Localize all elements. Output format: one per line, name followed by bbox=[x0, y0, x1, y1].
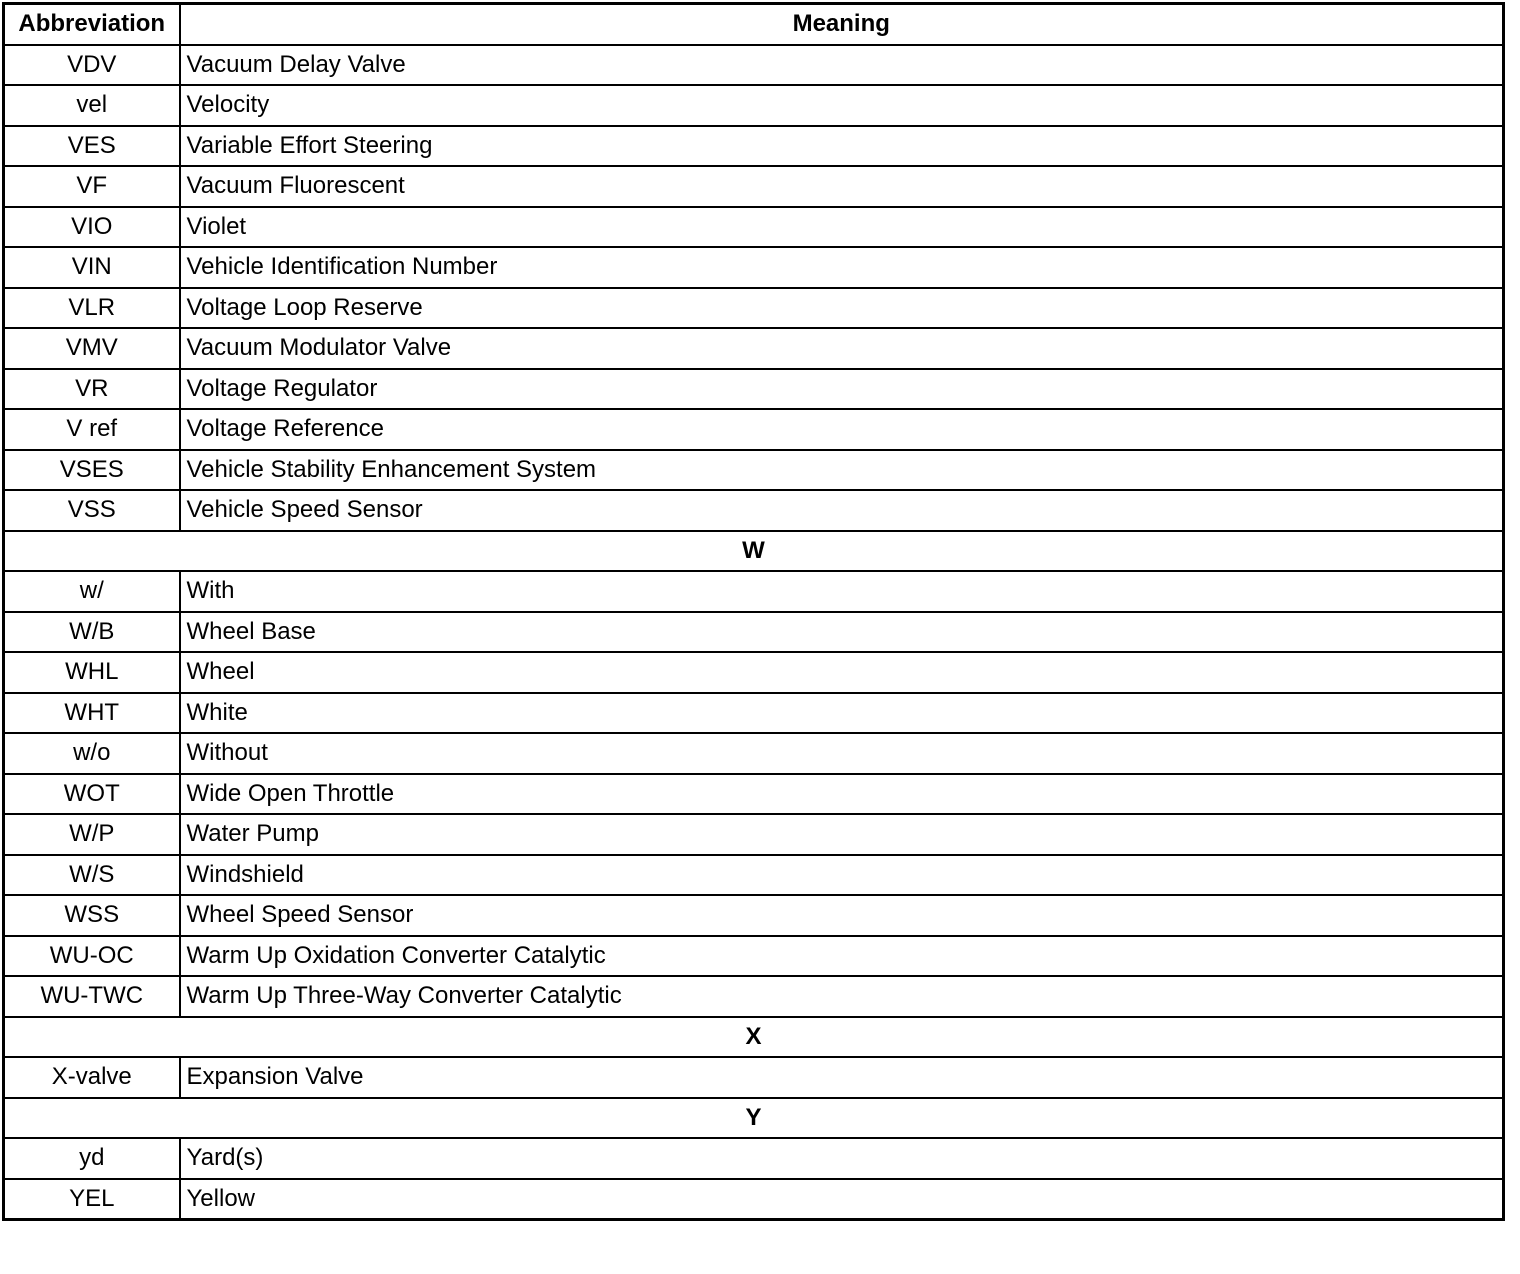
table-row bbox=[4, 814, 1504, 855]
table-row bbox=[4, 612, 1504, 653]
meaning-cell: Vehicle Identification Number bbox=[180, 247, 1504, 288]
table-row bbox=[4, 126, 1504, 167]
meaning-cell: Wheel bbox=[180, 652, 1504, 693]
meaning-cell: Wide Open Throttle bbox=[180, 774, 1504, 815]
abbreviation-cell: VSS bbox=[4, 490, 180, 531]
abbreviation-cell: VIN bbox=[4, 247, 180, 288]
meaning-cell: White bbox=[180, 693, 1504, 734]
meaning-cell: Vacuum Delay Valve bbox=[180, 45, 1504, 86]
table-row bbox=[4, 895, 1504, 936]
table-row bbox=[4, 207, 1504, 248]
abbreviation-cell: W/S bbox=[4, 855, 180, 896]
section-row bbox=[4, 1098, 1504, 1139]
abbreviation-cell: VF bbox=[4, 166, 180, 207]
meaning-cell: Vehicle Speed Sensor bbox=[180, 490, 1504, 531]
abbreviation-cell: yd bbox=[4, 1138, 180, 1179]
table-row bbox=[4, 409, 1504, 450]
abbreviation-cell: WSS bbox=[4, 895, 180, 936]
table-row bbox=[4, 288, 1504, 329]
meaning-cell: Wheel Speed Sensor bbox=[180, 895, 1504, 936]
meaning-cell: Voltage Loop Reserve bbox=[180, 288, 1504, 329]
meaning-cell: Yard(s) bbox=[180, 1138, 1504, 1179]
abbreviation-cell: VLR bbox=[4, 288, 180, 329]
header-meaning: Meaning bbox=[180, 4, 1504, 45]
table-row bbox=[4, 247, 1504, 288]
meaning-cell: Yellow bbox=[180, 1179, 1504, 1220]
meaning-cell: With bbox=[180, 571, 1504, 612]
abbreviation-cell: YEL bbox=[4, 1179, 180, 1220]
abbreviation-cell: WU-OC bbox=[4, 936, 180, 977]
meaning-cell: Voltage Reference bbox=[180, 409, 1504, 450]
abbreviation-cell: WOT bbox=[4, 774, 180, 815]
meaning-cell: Velocity bbox=[180, 85, 1504, 126]
table-row bbox=[4, 1179, 1504, 1220]
table-row bbox=[4, 693, 1504, 734]
table-row bbox=[4, 855, 1504, 896]
meaning-cell: Violet bbox=[180, 207, 1504, 248]
abbreviation-cell: VES bbox=[4, 126, 180, 167]
table-row bbox=[4, 1138, 1504, 1179]
meaning-cell: Voltage Regulator bbox=[180, 369, 1504, 410]
abbreviation-cell: W/B bbox=[4, 612, 180, 653]
table-row bbox=[4, 1057, 1504, 1098]
header-row bbox=[4, 4, 1504, 45]
meaning-cell: Warm Up Three-Way Converter Catalytic bbox=[180, 976, 1504, 1017]
meaning-cell: Wheel Base bbox=[180, 612, 1504, 653]
meaning-cell: Warm Up Oxidation Converter Catalytic bbox=[180, 936, 1504, 977]
section-letter: X bbox=[4, 1017, 1504, 1058]
section-row bbox=[4, 1017, 1504, 1058]
abbreviation-cell: WHL bbox=[4, 652, 180, 693]
table-row bbox=[4, 733, 1504, 774]
abbreviation-cell: vel bbox=[4, 85, 180, 126]
abbreviation-cell: WU-TWC bbox=[4, 976, 180, 1017]
table-row bbox=[4, 45, 1504, 86]
abbreviation-cell: w/o bbox=[4, 733, 180, 774]
table-row bbox=[4, 328, 1504, 369]
abbreviation-cell: VR bbox=[4, 369, 180, 410]
abbreviation-cell: w/ bbox=[4, 571, 180, 612]
abbreviation-cell: W/P bbox=[4, 814, 180, 855]
meaning-cell: Water Pump bbox=[180, 814, 1504, 855]
meaning-cell: Windshield bbox=[180, 855, 1504, 896]
abbreviation-cell: VMV bbox=[4, 328, 180, 369]
meaning-cell: Without bbox=[180, 733, 1504, 774]
meaning-cell: Variable Effort Steering bbox=[180, 126, 1504, 167]
table-row bbox=[4, 166, 1504, 207]
section-row bbox=[4, 531, 1504, 572]
abbreviation-cell: V ref bbox=[4, 409, 180, 450]
abbreviation-cell: WHT bbox=[4, 693, 180, 734]
table-row bbox=[4, 774, 1504, 815]
abbreviation-cell: VDV bbox=[4, 45, 180, 86]
abbreviation-cell: X-valve bbox=[4, 1057, 180, 1098]
abbreviation-cell: VSES bbox=[4, 450, 180, 491]
meaning-cell: Vacuum Modulator Valve bbox=[180, 328, 1504, 369]
abbreviation-table bbox=[2, 2, 1505, 1221]
abbreviation-cell: VIO bbox=[4, 207, 180, 248]
meaning-cell: Vacuum Fluorescent bbox=[180, 166, 1504, 207]
table-body bbox=[4, 45, 1504, 1220]
table-row bbox=[4, 571, 1504, 612]
table-row bbox=[4, 976, 1504, 1017]
table-row bbox=[4, 490, 1504, 531]
meaning-cell: Vehicle Stability Enhancement System bbox=[180, 450, 1504, 491]
table-row bbox=[4, 85, 1504, 126]
section-letter: W bbox=[4, 531, 1504, 572]
table-row bbox=[4, 936, 1504, 977]
meaning-cell: Expansion Valve bbox=[180, 1057, 1504, 1098]
section-letter: Y bbox=[4, 1098, 1504, 1139]
table-row bbox=[4, 652, 1504, 693]
table-row bbox=[4, 369, 1504, 410]
table-row bbox=[4, 450, 1504, 491]
header-abbreviation: Abbreviation bbox=[4, 4, 180, 45]
